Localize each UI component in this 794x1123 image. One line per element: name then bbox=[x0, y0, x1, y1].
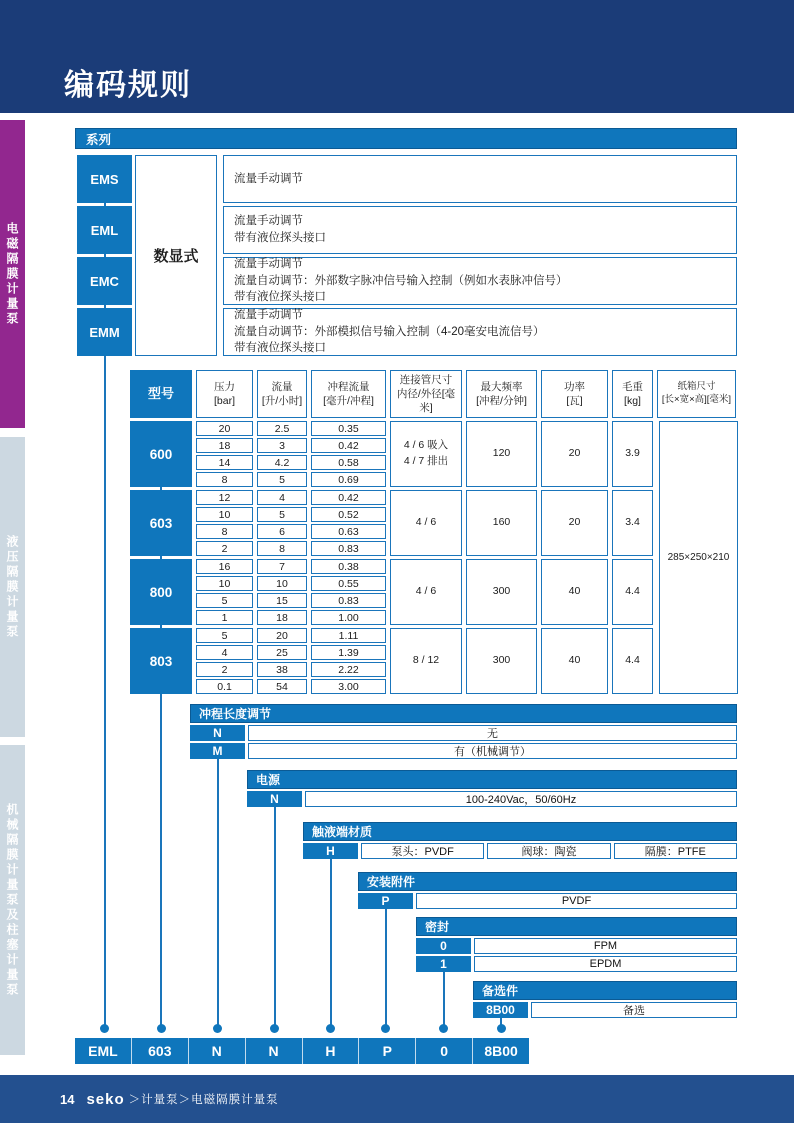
power-cell: 40 bbox=[541, 559, 608, 625]
option-section-2 bbox=[303, 822, 737, 861]
series-desc-line: 流量自动调节：外部模拟信号输入控制（4-20毫安电流信号） bbox=[234, 325, 545, 338]
option-value: 隔膜：PTFE bbox=[614, 843, 737, 859]
value-cell: 10 bbox=[196, 576, 253, 591]
header-line2: [毫升/冲程] bbox=[323, 395, 374, 407]
weight-cell: 4.4 bbox=[612, 559, 653, 625]
value-cell: 2.5 bbox=[257, 421, 307, 436]
option-code-1: 1 bbox=[416, 956, 471, 972]
value-stack bbox=[196, 490, 253, 556]
series-desc-line: 带有液位探头接口 bbox=[234, 232, 326, 244]
header-line2: [kg] bbox=[624, 395, 641, 407]
value-cell: 1 bbox=[196, 610, 253, 625]
code-segment-P: P bbox=[358, 1038, 415, 1064]
series-table bbox=[77, 155, 737, 356]
code-segment-EML: EML bbox=[88, 1043, 118, 1059]
connection-line: 8 / 12 bbox=[412, 654, 440, 667]
value-cell: 18 bbox=[196, 438, 253, 453]
footer-breadcrumb: ＞计量泵＞电磁隔膜计量泵 bbox=[128, 1094, 279, 1106]
option-section-3 bbox=[358, 872, 737, 911]
connector-dot bbox=[213, 1024, 222, 1033]
connector-line bbox=[330, 858, 332, 1028]
spec-table-body bbox=[130, 421, 738, 694]
option-title: 电源 bbox=[247, 770, 737, 789]
header-line1: 型号 bbox=[147, 386, 174, 402]
connection-line: 4 / 6 吸入 bbox=[403, 439, 449, 452]
value-cell: 0.83 bbox=[311, 541, 386, 556]
series-desc-EMM bbox=[223, 308, 737, 356]
model-cell-603: 603 bbox=[130, 490, 192, 556]
sidebar-tab-electromagnetic: 电磁隔膜计量泵 bbox=[0, 120, 25, 428]
spec-header-col-0 bbox=[130, 370, 192, 418]
display-type-cell: 数显式 bbox=[135, 155, 217, 356]
series-desc-line: 带有液位探头接口 bbox=[234, 342, 326, 355]
value-cell: 38 bbox=[257, 662, 307, 677]
option-row-M bbox=[190, 743, 737, 759]
value-cell: 7 bbox=[257, 559, 307, 574]
value-cell: 0.58 bbox=[311, 455, 386, 470]
series-code-EMM: EMM bbox=[77, 308, 132, 356]
value-cell: 3.00 bbox=[311, 679, 386, 694]
option-title: 冲程长度调节 bbox=[190, 704, 737, 723]
value-stack bbox=[311, 490, 386, 556]
value-cell: 0.38 bbox=[311, 559, 386, 574]
spec-group-603 bbox=[130, 490, 738, 556]
series-desc-line: 流量手动调节 bbox=[234, 172, 303, 185]
value-cell: 14 bbox=[196, 455, 253, 470]
header-line2: [升/小时] bbox=[261, 395, 303, 407]
option-code-M: M bbox=[190, 743, 245, 759]
value-cell: 0.35 bbox=[311, 421, 386, 436]
value-stack bbox=[196, 559, 253, 625]
code-segment-N: N bbox=[188, 1038, 245, 1064]
option-row-8B00 bbox=[473, 1002, 737, 1018]
option-row-1 bbox=[416, 956, 737, 972]
connector-line bbox=[217, 758, 219, 1028]
option-value: 100-240Vac，50/60Hz bbox=[305, 791, 737, 807]
connection-cell bbox=[390, 490, 462, 556]
connection-cell bbox=[390, 559, 462, 625]
value-cell: 20 bbox=[196, 421, 253, 436]
weight-cell: 3.9 bbox=[612, 421, 653, 487]
option-title: 密封 bbox=[416, 917, 737, 936]
value-cell: 4.2 bbox=[257, 455, 307, 470]
value-cell: 10 bbox=[257, 576, 307, 591]
code-segment-0: 0 bbox=[415, 1038, 472, 1064]
page-number: 14 bbox=[60, 1091, 75, 1107]
value-cell: 0.1 bbox=[196, 679, 253, 694]
option-code-N: N bbox=[190, 725, 245, 741]
value-cell: 6 bbox=[257, 524, 307, 539]
value-cell: 0.63 bbox=[311, 524, 386, 539]
spec-group-803 bbox=[130, 628, 738, 694]
connector-dot bbox=[270, 1024, 279, 1033]
connection-cell bbox=[390, 421, 462, 487]
code-segment-603: 603 bbox=[131, 1038, 188, 1064]
sidebar-tab-hydraulic: 液压隔膜计量泵 bbox=[0, 437, 25, 737]
connector-dot bbox=[439, 1024, 448, 1033]
spec-table-header-row bbox=[130, 370, 738, 418]
option-code-0: 0 bbox=[416, 938, 471, 954]
series-desc-line: 带有液位探头接口 bbox=[234, 291, 326, 304]
connector-dot bbox=[497, 1024, 506, 1033]
value-cell: 8 bbox=[257, 541, 307, 556]
spec-group-800 bbox=[130, 559, 738, 625]
value-cell: 0.52 bbox=[311, 507, 386, 522]
value-stack bbox=[311, 628, 386, 694]
series-desc-EMC bbox=[223, 257, 737, 305]
option-section-5 bbox=[473, 981, 737, 1020]
value-stack bbox=[196, 628, 253, 694]
model-cell-800: 800 bbox=[130, 559, 192, 625]
value-cell: 2 bbox=[196, 541, 253, 556]
value-cell: 15 bbox=[257, 593, 307, 608]
value-cell: 0.42 bbox=[311, 490, 386, 505]
value-stack bbox=[311, 421, 386, 487]
series-desc-line: 流量手动调节 bbox=[234, 258, 303, 270]
option-section-4 bbox=[416, 917, 737, 974]
option-section-0 bbox=[190, 704, 737, 761]
value-cell: 5 bbox=[257, 507, 307, 522]
value-cell: 8 bbox=[196, 524, 253, 539]
option-value: 无 bbox=[248, 725, 737, 741]
value-cell: 1.39 bbox=[311, 645, 386, 660]
value-stack bbox=[257, 559, 307, 625]
sidebar-tab-mechanical: 机械隔膜计量泵及柱塞计量泵 bbox=[0, 745, 25, 1055]
value-stack bbox=[257, 490, 307, 556]
power-cell: 20 bbox=[541, 490, 608, 556]
code-segment-H: H bbox=[302, 1038, 359, 1064]
value-stack bbox=[311, 559, 386, 625]
model-cell-600: 600 bbox=[130, 421, 192, 487]
series-code-EMC: EMC bbox=[77, 257, 132, 305]
option-title: 备选件 bbox=[473, 981, 737, 1000]
series-code-EMS: EMS bbox=[77, 155, 132, 203]
series-desc-line: 流量手动调节 bbox=[234, 309, 303, 321]
connection-line: 4 / 6 bbox=[415, 585, 437, 598]
header-line1: 功率 bbox=[564, 380, 585, 393]
header-line2: [瓦] bbox=[566, 395, 583, 407]
value-cell: 4 bbox=[257, 490, 307, 505]
weight-cell: 4.4 bbox=[612, 628, 653, 694]
power-cell: 40 bbox=[541, 628, 608, 694]
header-line2: [长×宽×高][毫米] bbox=[661, 394, 732, 405]
value-cell: 5 bbox=[257, 472, 307, 487]
value-cell: 8 bbox=[196, 472, 253, 487]
option-title: 安装附件 bbox=[358, 872, 737, 891]
header-line1: 流量 bbox=[271, 380, 293, 393]
spec-header-col-2 bbox=[257, 370, 307, 418]
series-desc-EMS bbox=[223, 155, 737, 203]
seko-logo: seko bbox=[86, 1090, 125, 1108]
connector-line bbox=[443, 971, 445, 1028]
option-value: EPDM bbox=[474, 956, 737, 972]
spec-header-col-8 bbox=[657, 370, 736, 418]
option-row-P bbox=[358, 893, 737, 909]
spec-header-col-7 bbox=[612, 370, 653, 418]
value-cell: 3 bbox=[257, 438, 307, 453]
series-code-EML: EML bbox=[77, 206, 132, 254]
frequency-cell: 300 bbox=[466, 559, 537, 625]
value-cell: 2 bbox=[196, 662, 253, 677]
value-cell: 5 bbox=[196, 593, 253, 608]
page-title: 编码规则 bbox=[64, 69, 192, 102]
frequency-cell: 120 bbox=[466, 421, 537, 487]
value-cell: 54 bbox=[257, 679, 307, 694]
option-code-P: P bbox=[358, 893, 413, 909]
value-cell: 1.00 bbox=[311, 610, 386, 625]
value-cell: 10 bbox=[196, 507, 253, 522]
series-desc-line: 流量自动调节：外部数字脉冲信号输入控制（例如水表脉冲信号） bbox=[234, 274, 568, 287]
value-cell: 20 bbox=[257, 628, 307, 643]
spec-group-600 bbox=[130, 421, 738, 487]
option-code-H: H bbox=[303, 843, 358, 859]
connector-dot bbox=[157, 1024, 166, 1033]
power-cell: 20 bbox=[541, 421, 608, 487]
model-cell-803: 803 bbox=[130, 628, 192, 694]
header-line1: 毛重 bbox=[622, 380, 643, 393]
connector-line bbox=[385, 908, 387, 1028]
spec-header-col-3 bbox=[311, 370, 386, 418]
option-value: 阀球：陶瓷 bbox=[487, 843, 610, 859]
value-cell: 12 bbox=[196, 490, 253, 505]
spec-table bbox=[130, 370, 738, 697]
value-stack bbox=[257, 628, 307, 694]
value-cell: 0.69 bbox=[311, 472, 386, 487]
carton-size-cell: 285×250×210 bbox=[659, 421, 738, 694]
connector-dot bbox=[100, 1024, 109, 1033]
value-stack bbox=[257, 421, 307, 487]
option-section-1 bbox=[247, 770, 737, 809]
value-cell: 16 bbox=[196, 559, 253, 574]
code-segment-8B00: 8B00 bbox=[472, 1038, 529, 1064]
spec-header-col-1 bbox=[196, 370, 253, 418]
spec-header-col-6 bbox=[541, 370, 608, 418]
model-code-bar bbox=[75, 1038, 529, 1064]
header-line1: 冲程流量 bbox=[327, 380, 370, 393]
page-footer bbox=[0, 1075, 794, 1123]
value-stack bbox=[196, 421, 253, 487]
option-value: 有（机械调节） bbox=[248, 743, 737, 759]
connector-line bbox=[274, 806, 276, 1028]
value-cell: 1.11 bbox=[311, 628, 386, 643]
option-value: 泵头：PVDF bbox=[361, 843, 484, 859]
option-value: FPM bbox=[474, 938, 737, 954]
connection-line: 4 / 6 bbox=[415, 516, 437, 529]
spec-header-col-5 bbox=[466, 370, 537, 418]
connection-line: 4 / 7 排出 bbox=[403, 455, 449, 467]
option-title: 触液端材质 bbox=[303, 822, 737, 841]
series-desc-line: 流量手动调节 bbox=[234, 215, 303, 228]
option-row-0 bbox=[416, 938, 737, 954]
option-value: PVDF bbox=[416, 893, 737, 909]
header-line2: [bar] bbox=[213, 395, 235, 407]
frequency-cell: 160 bbox=[466, 490, 537, 556]
top-banner bbox=[0, 0, 794, 113]
spec-header-col-4 bbox=[390, 370, 462, 418]
header-line1: 纸箱尺寸 bbox=[677, 381, 716, 393]
connector-dot bbox=[381, 1024, 390, 1033]
value-cell: 0.55 bbox=[311, 576, 386, 591]
header-line2: 内径/外径[毫米] bbox=[396, 387, 456, 415]
value-cell: 25 bbox=[257, 645, 307, 660]
option-code-8B00: 8B00 bbox=[473, 1002, 528, 1018]
header-line1: 压力 bbox=[214, 380, 235, 393]
option-row-H bbox=[303, 843, 737, 859]
series-section-header: 系列 bbox=[75, 128, 737, 149]
option-code-N: N bbox=[247, 791, 302, 807]
value-cell: 4 bbox=[196, 645, 253, 660]
connector-dot bbox=[326, 1024, 335, 1033]
header-line1: 连接管尺寸 bbox=[399, 373, 453, 386]
option-value: 备选 bbox=[531, 1002, 737, 1018]
connection-cell bbox=[390, 628, 462, 694]
header-line1: 最大频率 bbox=[480, 380, 523, 393]
value-cell: 18 bbox=[257, 610, 307, 625]
code-segment-N: N bbox=[245, 1038, 302, 1064]
header-line2: [冲程/分钟] bbox=[476, 395, 527, 407]
option-row-N bbox=[190, 725, 737, 741]
value-cell: 0.42 bbox=[311, 438, 386, 453]
value-cell: 0.83 bbox=[311, 593, 386, 608]
weight-cell: 3.4 bbox=[612, 490, 653, 556]
value-cell: 2.22 bbox=[311, 662, 386, 677]
value-cell: 5 bbox=[196, 628, 253, 643]
series-desc-EML bbox=[223, 206, 737, 254]
frequency-cell: 300 bbox=[466, 628, 537, 694]
option-row-N bbox=[247, 791, 737, 807]
